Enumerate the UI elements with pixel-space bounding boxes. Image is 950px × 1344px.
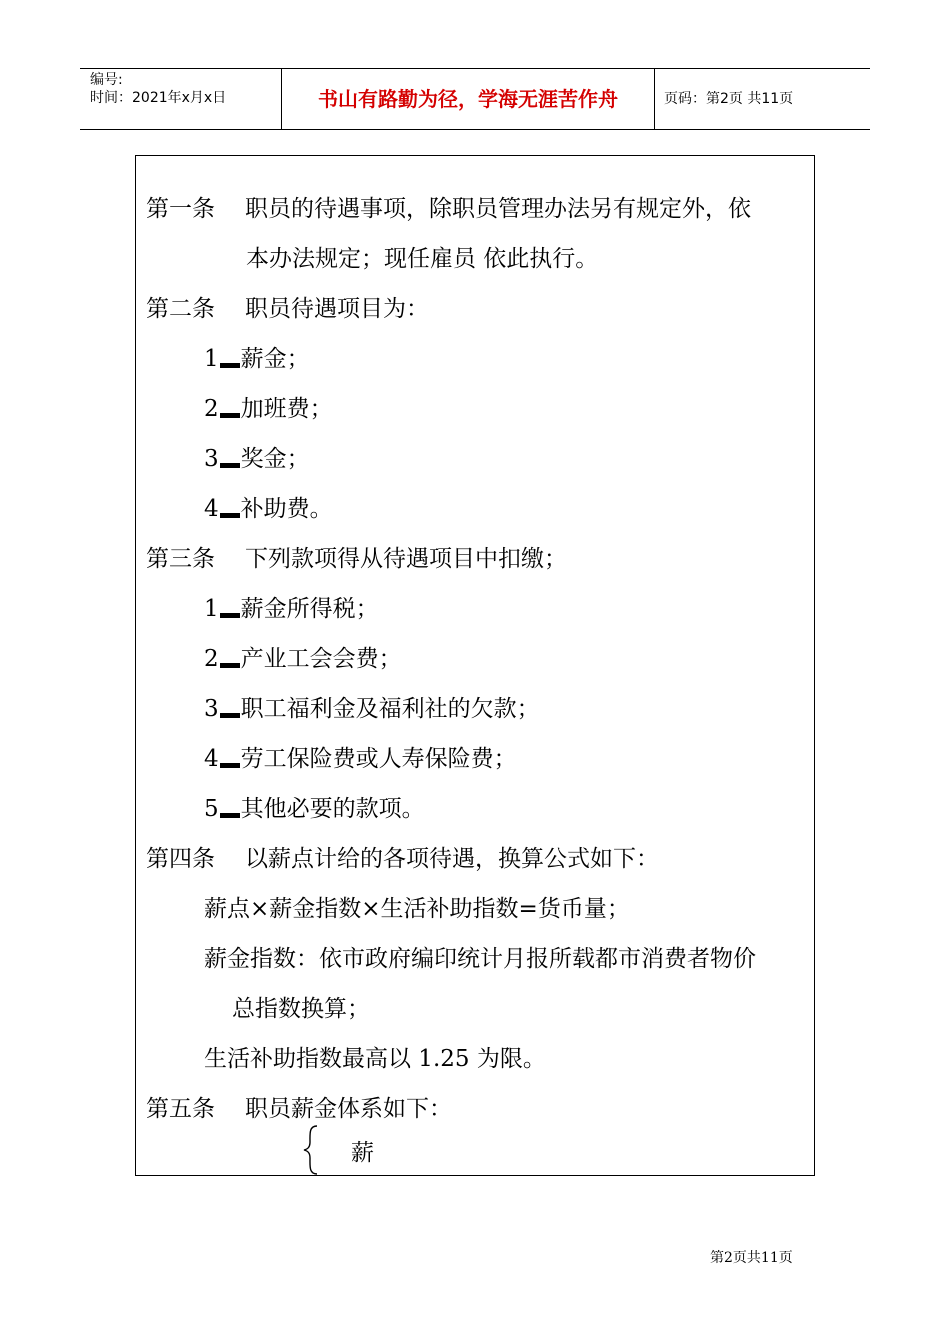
list-item <box>204 494 333 524</box>
item-text: 加班费； <box>240 396 333 422</box>
list-mark <box>220 663 240 668</box>
limit-line: 生活补助指数最高以 1.25 为限。 <box>204 1046 546 1072</box>
list-mark <box>220 613 240 618</box>
list-mark <box>220 413 240 418</box>
salary-tree-root: 薪 <box>351 1140 374 1166</box>
list-item <box>204 694 540 724</box>
item-text: 薪金所得税； <box>240 596 379 622</box>
list-item <box>204 344 310 374</box>
item-number: 2 <box>204 646 219 672</box>
item-text: 奖金； <box>240 446 310 472</box>
formula-line: 薪点×薪金指数×生活补助指数=货币量； <box>204 896 630 922</box>
article-5-label: 第五条 <box>146 1096 215 1122</box>
article-1-continuation: 本办法规定；现任雇员 依此执行。 <box>246 246 599 272</box>
article-2-text: 职员待遇项目为： <box>245 296 429 322</box>
content-frame <box>135 155 815 1176</box>
page-header <box>80 68 870 130</box>
item-text: 产业工会会费； <box>240 646 402 672</box>
header-motto: 书山有路勤为径，学海无涯苦作舟 <box>318 87 618 111</box>
header-meta <box>90 71 226 107</box>
header-divider <box>654 69 655 129</box>
document-time: 时间：2021年x月x日 <box>90 90 227 106</box>
list-mark <box>220 513 240 518</box>
list-item <box>204 794 425 824</box>
article-5-text: 职员薪金体系如下： <box>245 1096 452 1122</box>
list-mark <box>220 813 240 818</box>
article-3-label: 第三条 <box>146 546 215 572</box>
item-text: 薪金； <box>240 346 310 372</box>
item-number: 3 <box>204 696 219 722</box>
item-number: 4 <box>204 496 219 522</box>
item-number: 5 <box>204 796 219 822</box>
list-item <box>204 394 333 424</box>
index-continuation: 总指数换算； <box>232 996 370 1022</box>
item-text: 职工福利金及福利社的欠款； <box>240 696 540 722</box>
index-line: 薪金指数：依市政府编印统计月报所载都市消费者物价 <box>204 946 756 972</box>
article-1-line <box>146 194 751 224</box>
item-text: 补助费。 <box>240 496 333 522</box>
article-2-line <box>146 294 429 324</box>
article-4-text: 以薪点计给的各项待遇，换算公式如下： <box>245 846 659 872</box>
article-4-line <box>146 844 659 874</box>
article-2-label: 第二条 <box>146 296 215 322</box>
item-number: 3 <box>204 446 219 472</box>
header-page-info: 页码：第2页 共11页 <box>664 91 794 107</box>
item-text: 劳工保险费或人寿保险费； <box>240 746 517 772</box>
brace-icon <box>301 1124 321 1176</box>
item-text: 其他必要的款项。 <box>240 796 425 822</box>
item-number: 4 <box>204 746 219 772</box>
article-5-line <box>146 1094 452 1124</box>
article-4-label: 第四条 <box>146 846 215 872</box>
document-number-label: 编号: <box>90 72 123 88</box>
article-3-line <box>146 544 567 574</box>
item-number: 1 <box>204 346 219 372</box>
list-item <box>204 444 310 474</box>
page-footer: 第2页共11页 <box>710 1250 793 1266</box>
item-number: 2 <box>204 396 219 422</box>
list-mark <box>220 463 240 468</box>
list-mark <box>220 713 240 718</box>
list-item <box>204 744 517 774</box>
list-item <box>204 594 379 624</box>
list-item <box>204 644 402 674</box>
article-3-text: 下列款项得从待遇项目中扣缴； <box>245 546 567 572</box>
item-number: 1 <box>204 596 219 622</box>
article-1-text: 职员的待遇事项，除职员管理办法另有规定外，依 <box>245 196 751 222</box>
list-mark <box>220 363 240 368</box>
list-mark <box>220 763 240 768</box>
article-1-label: 第一条 <box>146 196 215 222</box>
